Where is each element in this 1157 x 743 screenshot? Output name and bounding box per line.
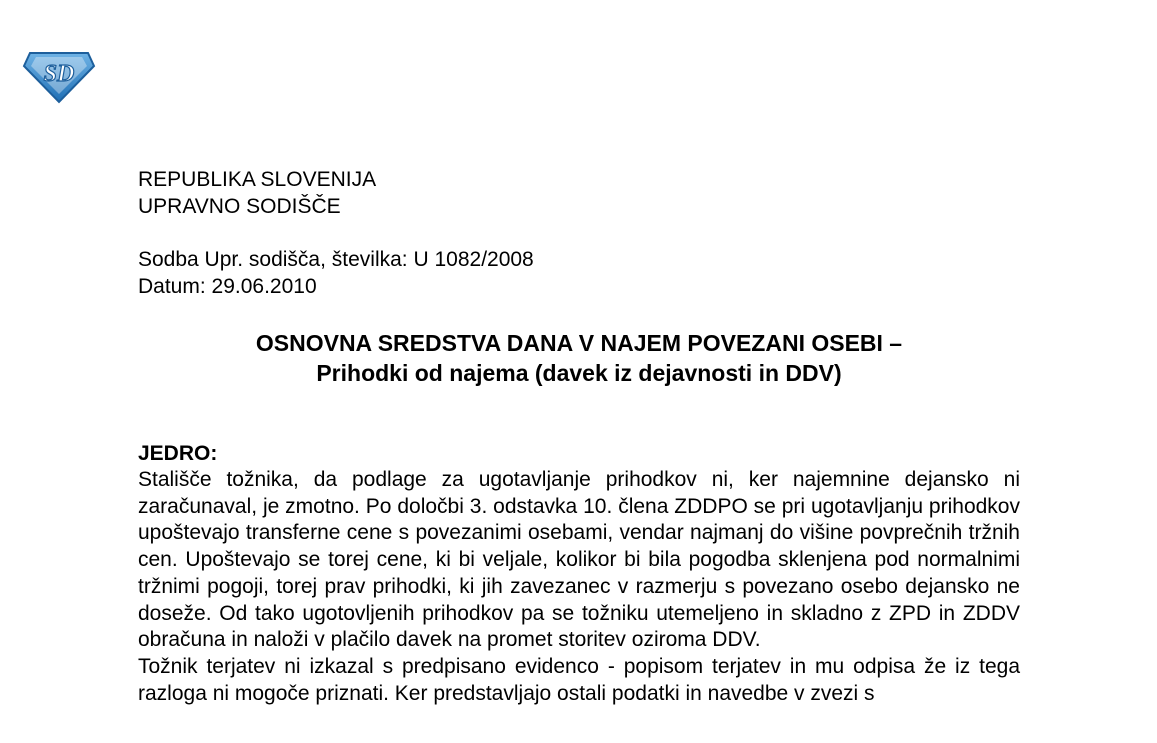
country-name: REPUBLIKA SLOVENIJA [138,168,377,191]
title-line-2: Prihodki od najema (davek iz dejavnosti in DDV) [316,360,842,386]
title-line-1: OSNOVNA SREDSTVA DANA V NAJEM POVEZANI OSEBI – [255,330,903,356]
court-logo [22,48,96,104]
paragraph: Stališče tožnika, da podlage za ugotavljanje prihodkov ni, ker najemnine dejansko ni zaračunaval, je zmotno. Po določbi 3. odstavka 10. člena ZDDPO se pri ugotavljanju prihodkov upoštevajo transferne cene s povezanimi osebami, vendar najmanj do višine povprečnih tržnih cen. Upoštevajo se torej cene, ki bi veljale, kolikor bi bila pogodba sklenjena pod normalnimi tržnimi pogoji, torej prav prihodki, ki jih zavezanec v razmerju s povezano osebo dejansko ne doseže. Od tako ugotovljenih prihodkov pa se tožniku utemeljeno in skladno z ZPD in ZDDV obračuna in naloži v plačilo davek na promet storitev oziroma DDV. [138,468,1020,652]
court-name: UPRAVNO SODIŠČE [138,195,341,218]
paragraph: Tožnik terjatev ni izkazal s predpisano evidenco - popisom terjatev in mu odpisa že iz tega razloga ni mogoče priznati. Ker predstavljajo ostali podatki in navedbe v zvezi s [138,654,1020,705]
judgment-date: Datum: 29.06.2010 [138,275,317,298]
court-header [138,166,376,220]
section-heading: JEDRO: [138,442,218,465]
sodisce-shield-logo-icon [22,48,96,104]
document-title [138,328,1020,388]
case-reference [138,246,534,300]
logo-text: SD [43,61,75,87]
case-number: Sodba Upr. sodišča, številka: U 1082/2008 [138,248,534,271]
section-body [138,467,1020,707]
